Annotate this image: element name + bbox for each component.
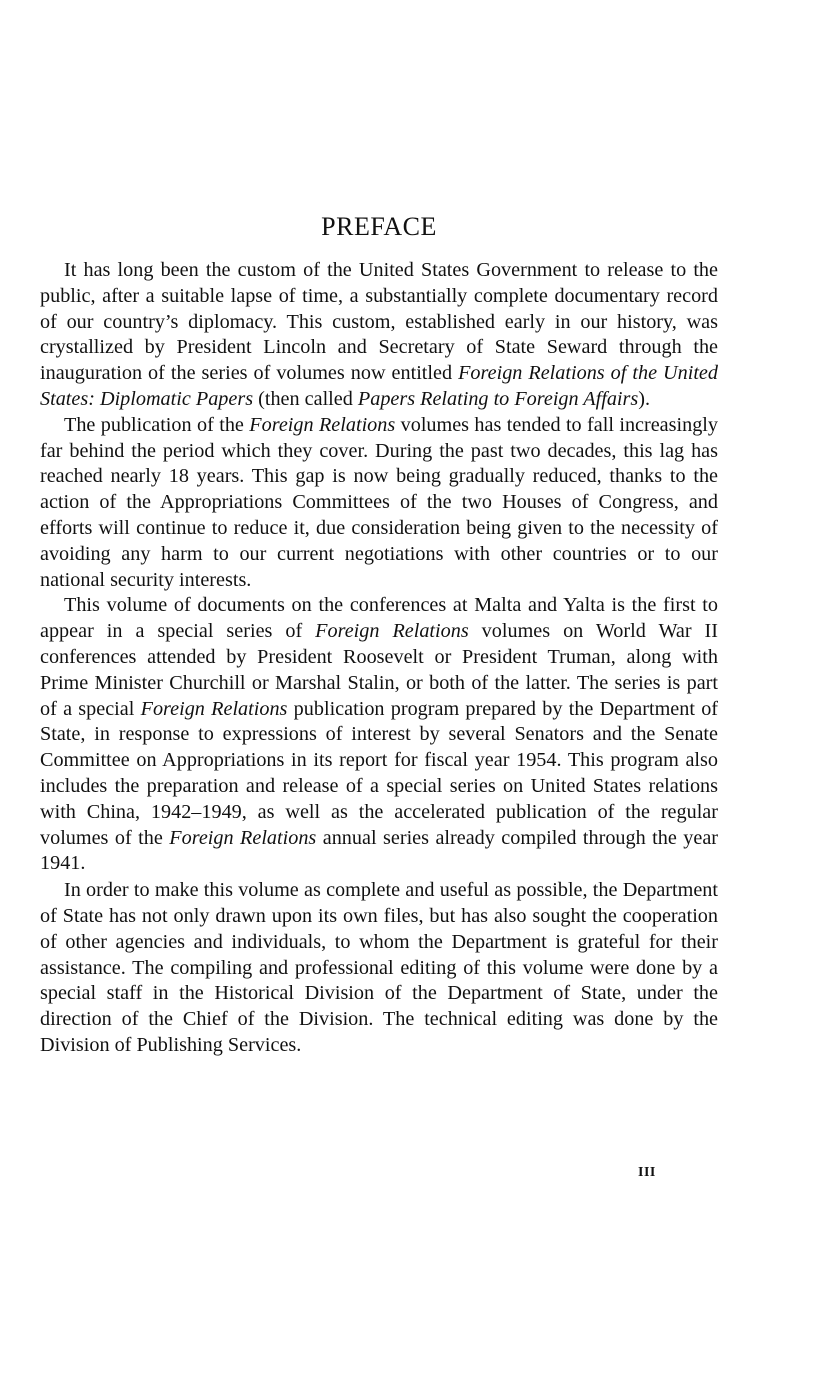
- text-run-italic: Foreign Relations: [315, 620, 469, 643]
- text-run: The publication of the: [64, 413, 250, 436]
- text-run: It has long been the custom of the United States Government to release to the public, after a suitable lapse of time, a substantially complete documentary record of our country’s diplomacy. This custom, established early in our history, was crystallized by President Lincoln and Secretary of State Seward through the inauguration of the series of volumes now entitled: [40, 259, 718, 385]
- page-title: PREFACE: [321, 212, 437, 241]
- text-run-italic: Foreign Relations: [249, 413, 396, 436]
- paragraph-1: [40, 258, 718, 413]
- text-run-italic: Foreign Relations: [140, 697, 288, 720]
- page: [40, 0, 718, 1380]
- preface-body: [40, 258, 718, 1059]
- text-run: volumes has tended to fall increasingly far behind the period which they cover. During the past two decades, this lag has reached nearly 18 years. This gap is now being gradually reduced, thanks to the action of the Appropriations Committees of the two Houses of Congress, and efforts will continue to reduce it, due consideration being given to the necessity of avoiding any harm to our current negotiations with other countries or to our national security interests.: [40, 413, 718, 591]
- paragraph-3: [40, 593, 718, 877]
- text-run-italic: Papers Relating to Foreign Affairs: [357, 387, 639, 410]
- text-run-italic: Foreign Relations: [169, 826, 317, 849]
- text-run: (then called: [253, 387, 358, 410]
- text-run: This volume of documents on the conferences at Malta and Yalta is the first to appear in a special series of: [40, 594, 718, 643]
- text-run: publication program prepared by the Department of State, in response to expressions of interest by several Senators and the Senate Committee on Appropriations in its report for fiscal year 1954. This program also includes the preparation and release of a special series on United States relations with China, 1942–1949, as well as the accelerated publication of the regular volumes of the: [40, 697, 719, 849]
- paragraph-4: [40, 878, 718, 1059]
- text-run: In order to make this volume as complete and useful as possible, the Department of State has not only drawn upon its own files, but has also sought the cooperation of other agencies and individuals, to whom the Department is grateful for their assistance. The compiling and professional editing of this volume were done by a special staff in the Historical Division of the Department of State, under the direction of the Chief of the Division. The technical editing was done by the Division of Publishing Services.: [40, 879, 718, 1056]
- text-run: annual series already compiled through the year 1941.: [40, 826, 719, 875]
- text-run: ).: [638, 387, 651, 410]
- text-run-italic: Foreign Relations of the United States: Diplomatic Papers: [40, 362, 718, 410]
- paragraph-2: [40, 413, 718, 594]
- text-run: volumes on World War II conferences attended by President Roosevelt or President Truman, along with Prime Minister Churchill or Marshal Stalin, or both of the latter. The series is part of a special: [40, 620, 718, 720]
- page-number: III: [638, 1165, 656, 1180]
